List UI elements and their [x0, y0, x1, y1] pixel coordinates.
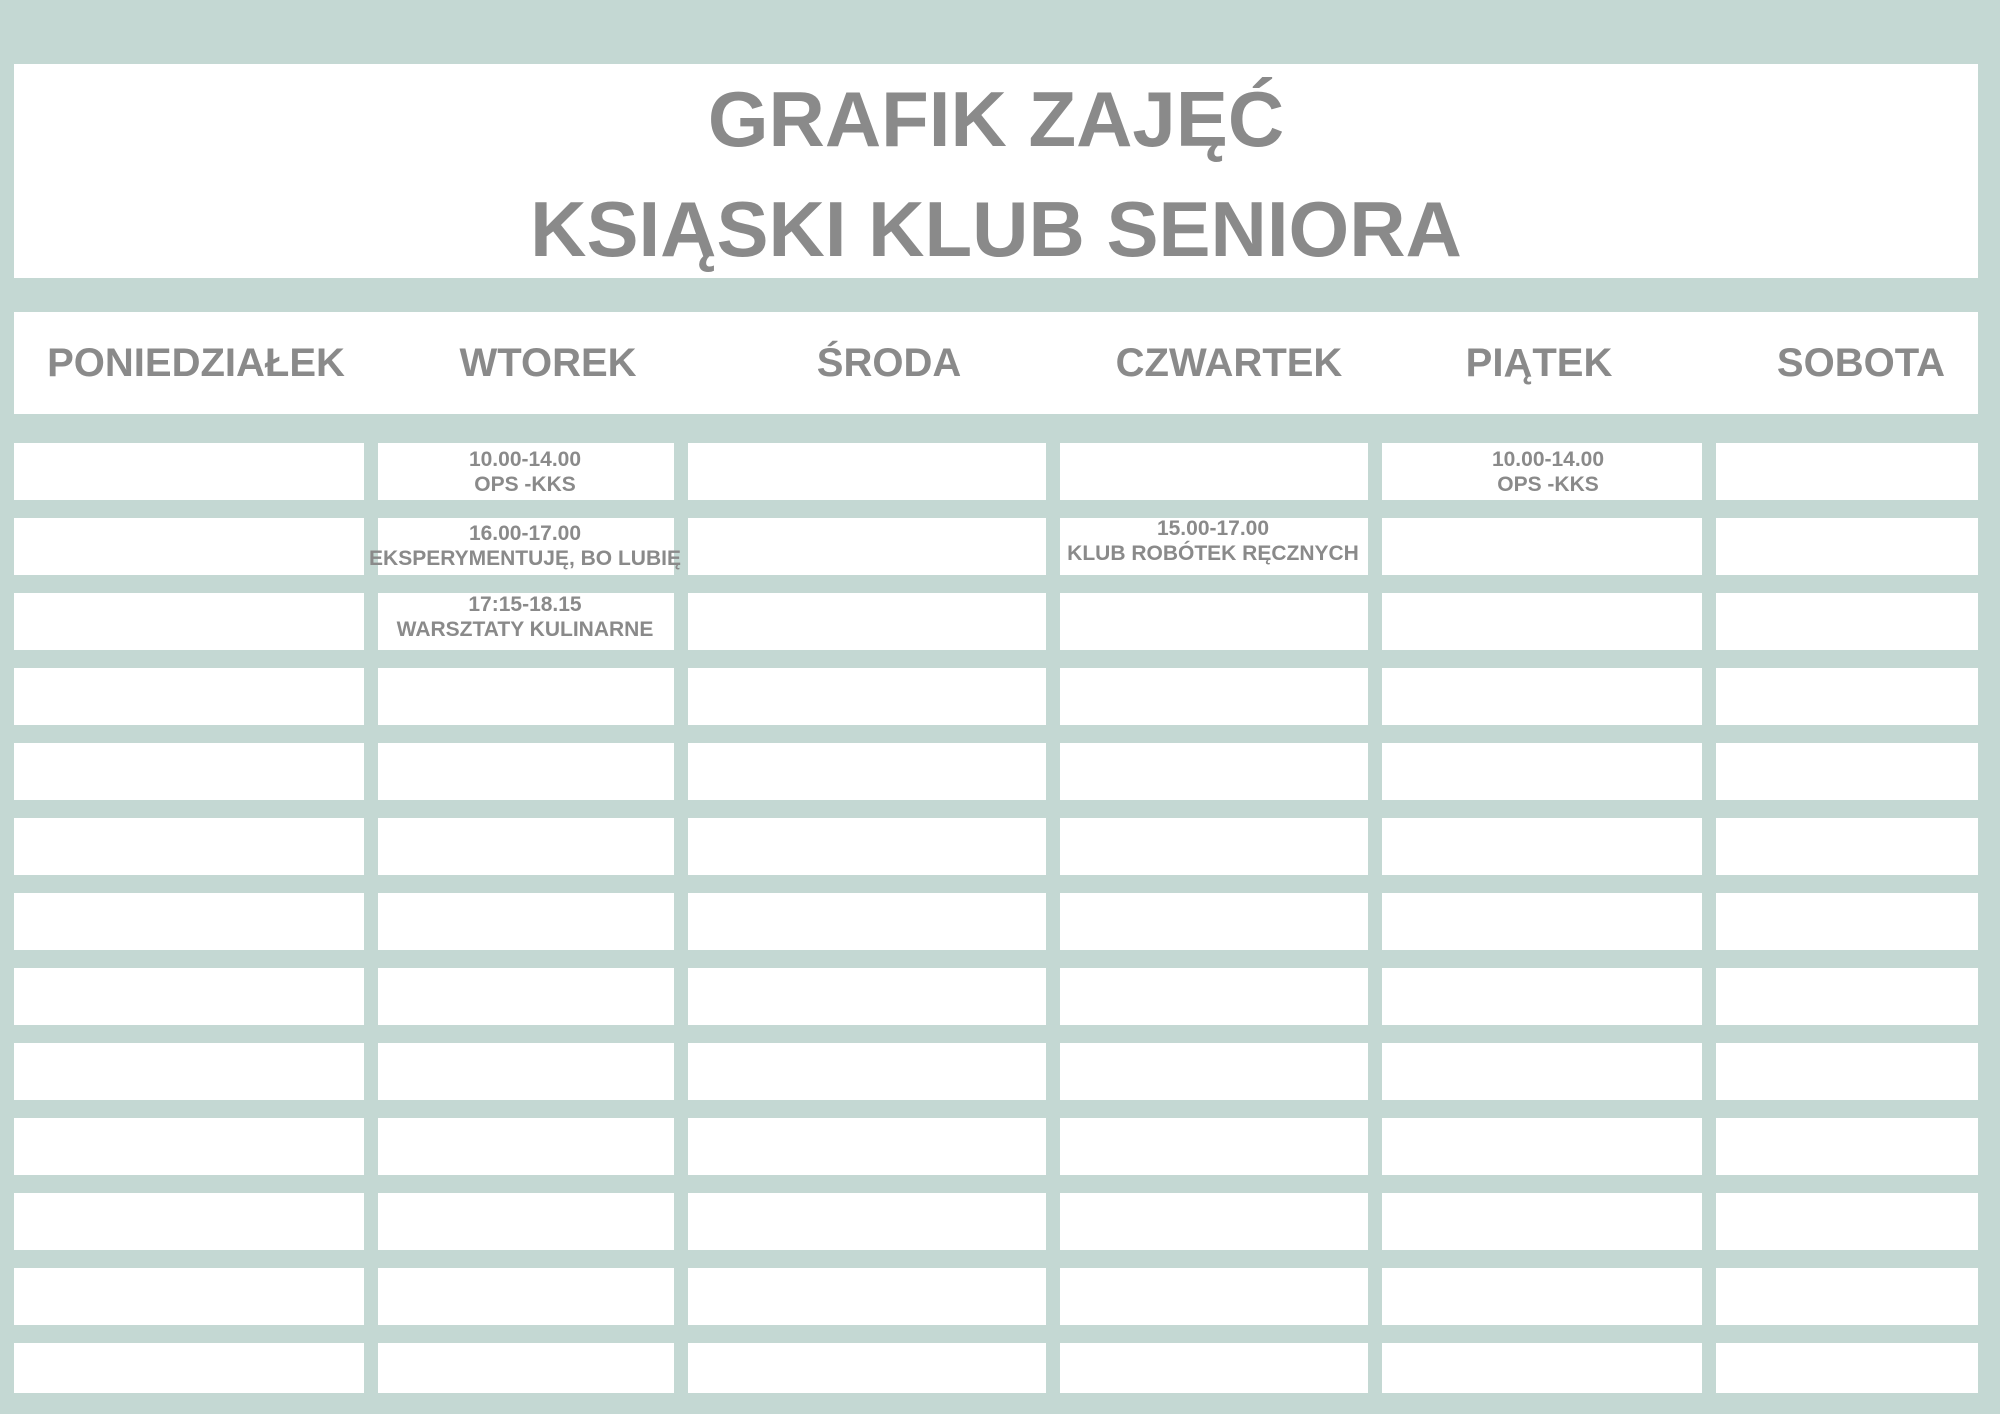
schedule-cell-friday-row-5: [1382, 743, 1702, 800]
schedule-cell-friday-row-12: [1382, 1268, 1702, 1325]
schedule-cell-monday-row-7: [14, 893, 364, 950]
schedule-cell-monday-row-13: [14, 1343, 364, 1393]
schedule-cell-wednesday-row-10: [688, 1118, 1046, 1175]
schedule-cell-monday-row-2: [14, 518, 364, 575]
schedule-cell-tuesday-row-5: [378, 743, 674, 800]
schedule-cell-saturday-row-12: [1716, 1268, 1978, 1325]
schedule-entry: [397, 592, 654, 642]
day-header-thursday: CZWARTEK: [1115, 341, 1343, 385]
entry-activity: KLUB ROBÓTEK RĘCZNYCH: [1067, 542, 1359, 565]
schedule-cell-friday-row-10: [1382, 1118, 1702, 1175]
schedule-entry: [1492, 447, 1604, 497]
schedule-cell-saturday-row-1: [1716, 443, 1978, 500]
schedule-cell-tuesday-row-4: [378, 668, 674, 725]
schedule-cell-friday-row-13: [1382, 1343, 1702, 1393]
entry-time: 10.00-14.00: [468, 448, 582, 471]
schedule-cell-thursday-row-1: [1060, 443, 1368, 500]
schedule-cell-tuesday-row-7: [378, 893, 674, 950]
day-header-friday: PIĄTEK: [1465, 341, 1613, 385]
schedule-cell-saturday-row-6: [1716, 818, 1978, 875]
schedule-cell-wednesday-row-5: [688, 743, 1046, 800]
schedule-cell-saturday-row-3: [1716, 593, 1978, 650]
schedule-cell-friday-row-6: [1382, 818, 1702, 875]
schedule-cell-thursday-row-9: [1060, 1043, 1368, 1100]
schedule-cell-friday-row-7: [1382, 893, 1702, 950]
schedule-cell-wednesday-row-4: [688, 668, 1046, 725]
entry-activity: EKSPERYMENTUJĘ, BO LUBIĘ: [369, 547, 681, 570]
title-banner: [14, 64, 1978, 278]
entry-activity: OPS -KKS: [474, 473, 576, 496]
entry-activity: OPS -KKS: [1497, 473, 1599, 496]
day-header-tuesday: WTOREK: [459, 341, 637, 385]
schedule-cell-friday-row-2: [1382, 518, 1702, 575]
schedule-entry: [369, 521, 681, 571]
schedule-cell-wednesday-row-12: [688, 1268, 1046, 1325]
schedule-cell-thursday-row-11: [1060, 1193, 1368, 1250]
page-title: GRAFIK ZAJĘĆ: [707, 75, 1285, 163]
schedule-cell-tuesday-row-9: [378, 1043, 674, 1100]
schedule-cell-saturday-row-2: [1716, 518, 1978, 575]
schedule-cell-thursday-row-6: [1060, 818, 1368, 875]
days-header: [14, 312, 1978, 414]
entry-time: 15.00-17.00: [1156, 517, 1270, 540]
schedule-cell-friday-row-8: [1382, 968, 1702, 1025]
schedule-cell-saturday-row-10: [1716, 1118, 1978, 1175]
schedule-cell-thursday-row-8: [1060, 968, 1368, 1025]
schedule-cell-saturday-row-9: [1716, 1043, 1978, 1100]
schedule-entry: [1067, 516, 1359, 566]
schedule-cell-monday-row-11: [14, 1193, 364, 1250]
schedule-cell-thursday-row-12: [1060, 1268, 1368, 1325]
schedule-cell-friday-row-3: [1382, 593, 1702, 650]
schedule-cell-tuesday-row-13: [378, 1343, 674, 1393]
schedule-cell-wednesday-row-1: [688, 443, 1046, 500]
schedule-cell-thursday-row-10: [1060, 1118, 1368, 1175]
schedule-cell-saturday-row-4: [1716, 668, 1978, 725]
schedule-cell-tuesday-row-6: [378, 818, 674, 875]
schedule-cell-wednesday-row-8: [688, 968, 1046, 1025]
schedule-cell-friday-row-11: [1382, 1193, 1702, 1250]
schedule-cell-monday-row-1: [14, 443, 364, 500]
schedule-cell-wednesday-row-13: [688, 1343, 1046, 1393]
schedule-cell-tuesday-row-12: [378, 1268, 674, 1325]
schedule-cell-monday-row-8: [14, 968, 364, 1025]
entry-time: 16.00-17.00: [468, 522, 582, 545]
schedule-cell-monday-row-6: [14, 818, 364, 875]
schedule-cell-monday-row-4: [14, 668, 364, 725]
day-header-saturday: SOBOTA: [1776, 341, 1946, 385]
schedule-cell-thursday-row-13: [1060, 1343, 1368, 1393]
schedule-cell-thursday-row-5: [1060, 743, 1368, 800]
schedule-cell-monday-row-10: [14, 1118, 364, 1175]
day-header-monday: PONIEDZIAŁEK: [47, 341, 345, 385]
day-header-wednesday: ŚRODA: [816, 341, 962, 385]
schedule-cell-saturday-row-5: [1716, 743, 1978, 800]
schedule-cell-monday-row-5: [14, 743, 364, 800]
schedule-cell-wednesday-row-7: [688, 893, 1046, 950]
schedule-cell-saturday-row-8: [1716, 968, 1978, 1025]
entry-time: 17:15-18.15: [468, 593, 582, 616]
schedule-cell-tuesday-row-10: [378, 1118, 674, 1175]
schedule-cell-friday-row-9: [1382, 1043, 1702, 1100]
schedule-entry: [469, 447, 581, 497]
schedule-cell-monday-row-3: [14, 593, 364, 650]
schedule-cell-thursday-row-7: [1060, 893, 1368, 950]
schedule-cell-tuesday-row-11: [378, 1193, 674, 1250]
schedule-cell-monday-row-12: [14, 1268, 364, 1325]
schedule-cell-wednesday-row-3: [688, 593, 1046, 650]
schedule-cell-tuesday-row-8: [378, 968, 674, 1025]
entry-time: 10.00-14.00: [1491, 448, 1605, 471]
schedule-cell-wednesday-row-2: [688, 518, 1046, 575]
schedule-cell-wednesday-row-11: [688, 1193, 1046, 1250]
schedule-cell-wednesday-row-6: [688, 818, 1046, 875]
schedule-cell-thursday-row-3: [1060, 593, 1368, 650]
schedule-cell-saturday-row-7: [1716, 893, 1978, 950]
page-subtitle: KSIĄSKI KLUB SENIORA: [530, 185, 1462, 273]
schedule-cell-monday-row-9: [14, 1043, 364, 1100]
schedule-cell-saturday-row-13: [1716, 1343, 1978, 1393]
schedule-cell-thursday-row-4: [1060, 668, 1368, 725]
schedule-cell-wednesday-row-9: [688, 1043, 1046, 1100]
schedule-cell-saturday-row-11: [1716, 1193, 1978, 1250]
schedule-cell-friday-row-4: [1382, 668, 1702, 725]
entry-activity: WARSZTATY KULINARNE: [396, 618, 654, 641]
